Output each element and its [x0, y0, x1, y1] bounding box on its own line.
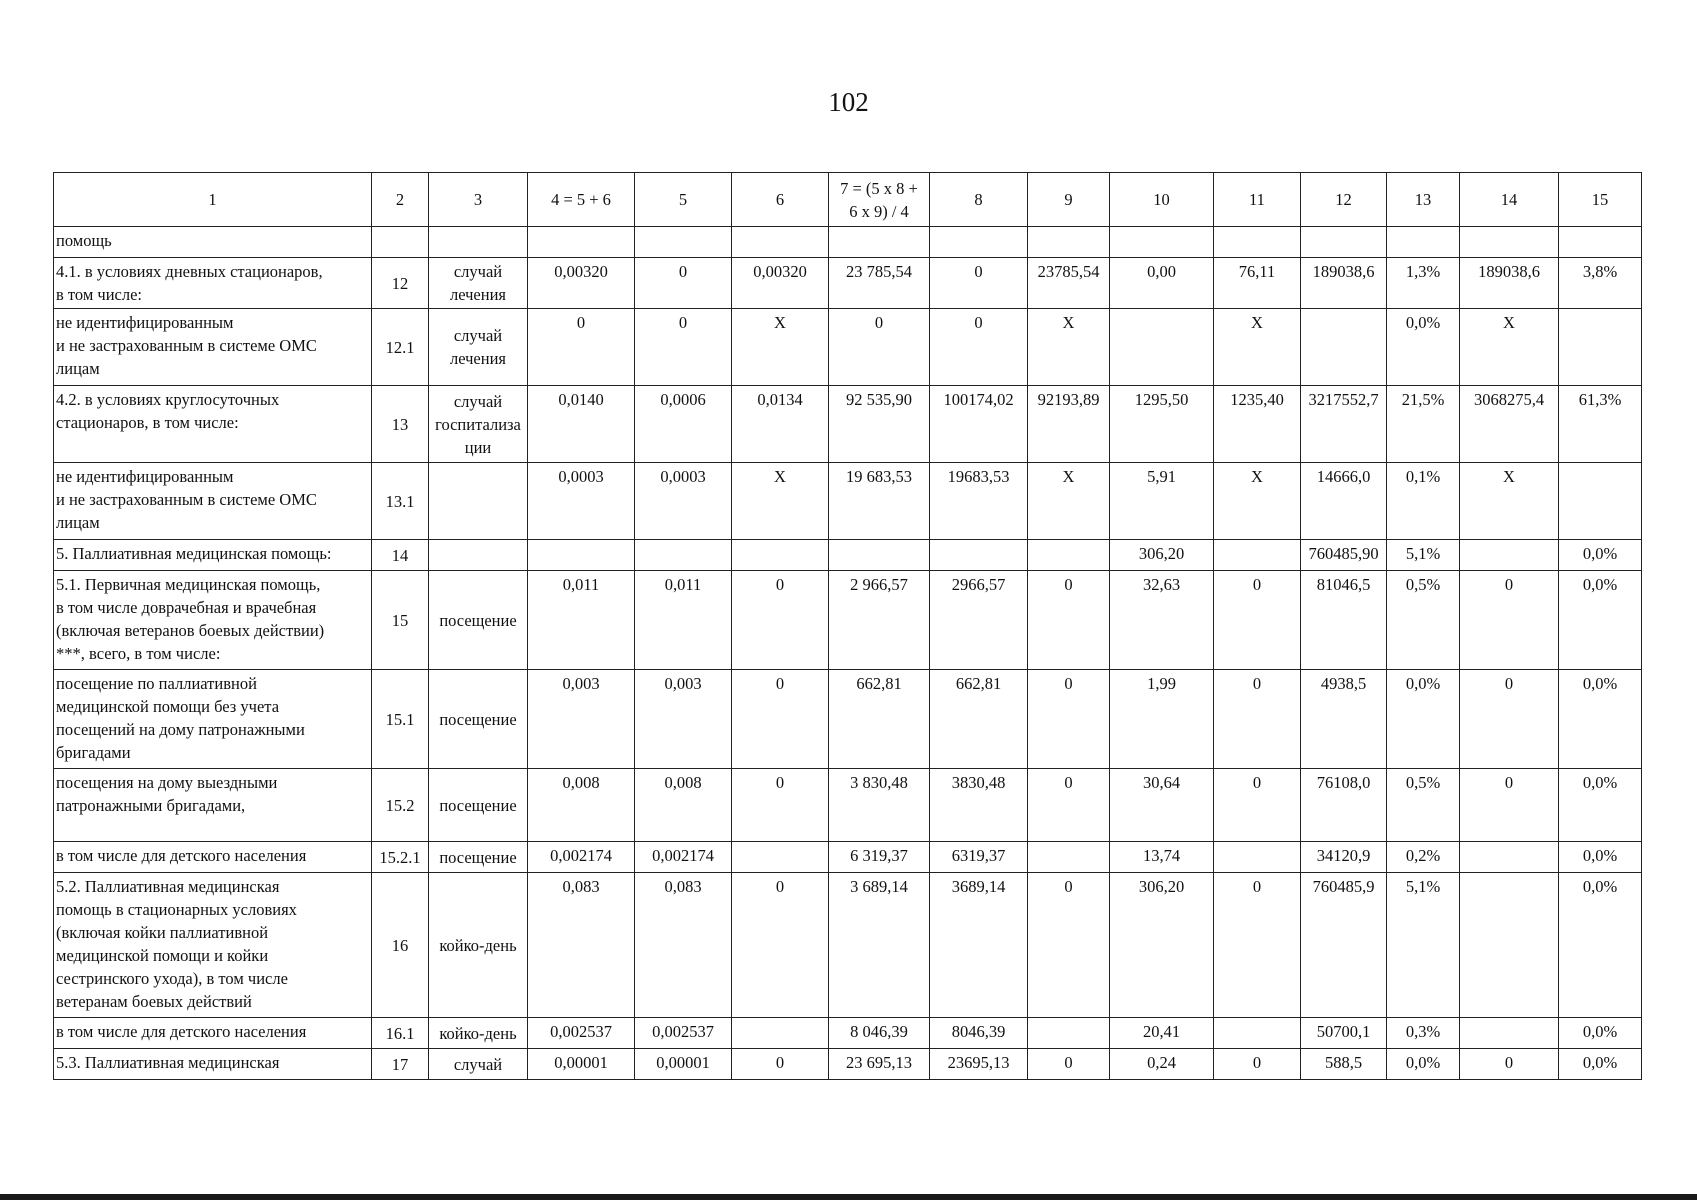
- value-cell-12: 34120,9: [1301, 842, 1387, 873]
- value-cell-7: 3 689,14: [829, 873, 930, 1018]
- value-cell-6: 0: [732, 670, 829, 769]
- row-name-cell: 5. Паллиативная медицинская помощь:: [54, 540, 372, 571]
- value-cell-6: 0,00320: [732, 258, 829, 309]
- value-cell-5: 0,0006: [635, 386, 732, 463]
- value-cell-6: 0: [732, 873, 829, 1018]
- value-cell-13: 0,0%: [1387, 309, 1460, 386]
- value-cell-15: 0,0%: [1559, 670, 1642, 769]
- unit-cell: посещение: [429, 842, 528, 873]
- value-cell-6: [732, 1018, 829, 1049]
- value-cell-11: [1214, 227, 1301, 258]
- value-cell-7: 3 830,48: [829, 769, 930, 842]
- column-header: 15: [1559, 173, 1642, 227]
- value-cell-7: 2 966,57: [829, 571, 930, 670]
- row-name-cell: 4.2. в условиях круглосуточных стационаров, в том числе:: [54, 386, 372, 463]
- value-cell-11: 1235,40: [1214, 386, 1301, 463]
- value-cell-4: [528, 227, 635, 258]
- value-cell-13: 0,0%: [1387, 670, 1460, 769]
- value-cell-4: [528, 540, 635, 571]
- row-name-cell: посещения на дому выездными патронажными бригадами,: [54, 769, 372, 842]
- value-cell-14: [1460, 227, 1559, 258]
- column-header: 4 = 5 + 6: [528, 173, 635, 227]
- value-cell-12: [1301, 309, 1387, 386]
- value-cell-14: 0: [1460, 670, 1559, 769]
- value-cell-5: 0: [635, 309, 732, 386]
- value-cell-15: 0,0%: [1559, 842, 1642, 873]
- value-cell-12: 760485,9: [1301, 873, 1387, 1018]
- value-cell-5: 0,083: [635, 873, 732, 1018]
- value-cell-11: X: [1214, 463, 1301, 540]
- value-cell-11: 0: [1214, 873, 1301, 1018]
- value-cell-4: 0,003: [528, 670, 635, 769]
- value-cell-5: 0,008: [635, 769, 732, 842]
- value-cell-7: 6 319,37: [829, 842, 930, 873]
- column-header: 5: [635, 173, 732, 227]
- table-row: [54, 386, 1642, 463]
- table-row: [54, 873, 1642, 1018]
- value-cell-10: 306,20: [1110, 540, 1214, 571]
- value-cell-15: 0,0%: [1559, 540, 1642, 571]
- value-cell-13: 5,1%: [1387, 540, 1460, 571]
- column-header: 14: [1460, 173, 1559, 227]
- value-cell-5: 0,011: [635, 571, 732, 670]
- row-number-cell: 13.1: [372, 463, 429, 540]
- value-cell-12: 50700,1: [1301, 1018, 1387, 1049]
- row-name-cell: 5.1. Первичная медицинская помощь, в том числе доврачебная и врачебная (включая ветеранов боевых действии) ***, всего, в том числе:: [54, 571, 372, 670]
- value-cell-9: 0: [1028, 769, 1110, 842]
- value-cell-6: 0,0134: [732, 386, 829, 463]
- value-cell-13: 0,5%: [1387, 769, 1460, 842]
- row-name-cell: не идентифицированным и не застрахованным в системе ОМС лицам: [54, 309, 372, 386]
- value-cell-12: 81046,5: [1301, 571, 1387, 670]
- value-cell-10: 30,64: [1110, 769, 1214, 842]
- row-number-cell: 12.1: [372, 309, 429, 386]
- table-body: [54, 173, 1642, 1080]
- value-cell-12: 3217552,7: [1301, 386, 1387, 463]
- column-header: 2: [372, 173, 429, 227]
- value-cell-13: 0,0%: [1387, 1049, 1460, 1080]
- row-number-cell: 13: [372, 386, 429, 463]
- value-cell-6: [732, 540, 829, 571]
- value-cell-9: 0: [1028, 873, 1110, 1018]
- unit-cell: случай: [429, 1049, 528, 1080]
- value-cell-15: 0,0%: [1559, 571, 1642, 670]
- value-cell-9: X: [1028, 309, 1110, 386]
- value-cell-5: 0,003: [635, 670, 732, 769]
- value-cell-7: 19 683,53: [829, 463, 930, 540]
- row-number-cell: 17: [372, 1049, 429, 1080]
- value-cell-4: 0,0140: [528, 386, 635, 463]
- value-cell-6: X: [732, 309, 829, 386]
- value-cell-14: [1460, 1018, 1559, 1049]
- value-cell-13: [1387, 227, 1460, 258]
- column-header: 10: [1110, 173, 1214, 227]
- row-name-cell: не идентифицированным и не застрахованным в системе ОМС лицам: [54, 463, 372, 540]
- column-header: 6: [732, 173, 829, 227]
- value-cell-8: 0: [930, 309, 1028, 386]
- value-cell-15: 0,0%: [1559, 1049, 1642, 1080]
- value-cell-5: [635, 227, 732, 258]
- value-cell-7: 662,81: [829, 670, 930, 769]
- value-cell-14: 0: [1460, 769, 1559, 842]
- value-cell-6: 0: [732, 769, 829, 842]
- table-row: [54, 1049, 1642, 1080]
- value-cell-11: [1214, 1018, 1301, 1049]
- value-cell-11: 76,11: [1214, 258, 1301, 309]
- value-cell-6: X: [732, 463, 829, 540]
- value-cell-11: 0: [1214, 1049, 1301, 1080]
- scan-bottom-edge: [0, 1194, 1697, 1200]
- row-number-cell: 14: [372, 540, 429, 571]
- value-cell-9: 0: [1028, 1049, 1110, 1080]
- column-header: 8: [930, 173, 1028, 227]
- value-cell-6: 0: [732, 1049, 829, 1080]
- value-cell-12: 14666,0: [1301, 463, 1387, 540]
- unit-cell: случай лечения: [429, 309, 528, 386]
- column-number-row: [54, 173, 1642, 227]
- value-cell-5: 0,0003: [635, 463, 732, 540]
- unit-cell: койко-день: [429, 1018, 528, 1049]
- value-cell-12: [1301, 227, 1387, 258]
- value-cell-9: [1028, 1018, 1110, 1049]
- table-row: [54, 227, 1642, 258]
- table-row: [54, 769, 1642, 842]
- value-cell-4: 0,00001: [528, 1049, 635, 1080]
- value-cell-8: 19683,53: [930, 463, 1028, 540]
- value-cell-6: [732, 842, 829, 873]
- table-row: [54, 540, 1642, 571]
- value-cell-8: 3689,14: [930, 873, 1028, 1018]
- page-number: 102: [828, 87, 869, 117]
- value-cell-7: 8 046,39: [829, 1018, 930, 1049]
- value-cell-12: 4938,5: [1301, 670, 1387, 769]
- value-cell-13: 0,2%: [1387, 842, 1460, 873]
- value-cell-4: 0,083: [528, 873, 635, 1018]
- value-cell-13: 1,3%: [1387, 258, 1460, 309]
- row-number-cell: 12: [372, 258, 429, 309]
- value-cell-8: 3830,48: [930, 769, 1028, 842]
- financing-table: [53, 172, 1642, 1080]
- value-cell-4: 0,00320: [528, 258, 635, 309]
- row-name-cell: 4.1. в условиях дневных стационаров, в том числе:: [54, 258, 372, 309]
- value-cell-14: [1460, 540, 1559, 571]
- table-row: [54, 463, 1642, 540]
- value-cell-15: 0,0%: [1559, 1018, 1642, 1049]
- value-cell-4: 0: [528, 309, 635, 386]
- value-cell-10: 306,20: [1110, 873, 1214, 1018]
- value-cell-8: 100174,02: [930, 386, 1028, 463]
- row-name-cell: помощь: [54, 227, 372, 258]
- value-cell-7: 23 695,13: [829, 1049, 930, 1080]
- value-cell-5: 0,002537: [635, 1018, 732, 1049]
- value-cell-14: X: [1460, 309, 1559, 386]
- value-cell-15: [1559, 227, 1642, 258]
- value-cell-8: 23695,13: [930, 1049, 1028, 1080]
- unit-cell: посещение: [429, 571, 528, 670]
- value-cell-7: [829, 227, 930, 258]
- value-cell-15: [1559, 309, 1642, 386]
- value-cell-10: 20,41: [1110, 1018, 1214, 1049]
- value-cell-4: 0,002537: [528, 1018, 635, 1049]
- value-cell-9: [1028, 842, 1110, 873]
- value-cell-13: 0,5%: [1387, 571, 1460, 670]
- table-row: [54, 571, 1642, 670]
- value-cell-11: [1214, 842, 1301, 873]
- value-cell-8: 8046,39: [930, 1018, 1028, 1049]
- value-cell-12: 189038,6: [1301, 258, 1387, 309]
- value-cell-11: 0: [1214, 769, 1301, 842]
- value-cell-10: 32,63: [1110, 571, 1214, 670]
- table-row: [54, 309, 1642, 386]
- value-cell-14: X: [1460, 463, 1559, 540]
- unit-cell: койко-день: [429, 873, 528, 1018]
- value-cell-15: 61,3%: [1559, 386, 1642, 463]
- unit-cell: [429, 463, 528, 540]
- value-cell-14: 3068275,4: [1460, 386, 1559, 463]
- value-cell-14: 189038,6: [1460, 258, 1559, 309]
- row-number-cell: 15.2.1: [372, 842, 429, 873]
- value-cell-4: 0,011: [528, 571, 635, 670]
- value-cell-9: 0: [1028, 670, 1110, 769]
- value-cell-11: X: [1214, 309, 1301, 386]
- unit-cell: посещение: [429, 670, 528, 769]
- table-row: [54, 670, 1642, 769]
- value-cell-10: 0,00: [1110, 258, 1214, 309]
- row-number-cell: 15: [372, 571, 429, 670]
- table-row: [54, 1018, 1642, 1049]
- value-cell-11: 0: [1214, 571, 1301, 670]
- row-name-cell: в том числе для детского населения: [54, 842, 372, 873]
- value-cell-12: 76108,0: [1301, 769, 1387, 842]
- column-header: 7 = (5 x 8 + 6 x 9) / 4: [829, 173, 930, 227]
- value-cell-14: 0: [1460, 1049, 1559, 1080]
- value-cell-9: [1028, 540, 1110, 571]
- unit-cell: случай госпитализа ции: [429, 386, 528, 463]
- value-cell-6: [732, 227, 829, 258]
- value-cell-13: 0,1%: [1387, 463, 1460, 540]
- column-header: 13: [1387, 173, 1460, 227]
- value-cell-10: [1110, 309, 1214, 386]
- value-cell-5: 0: [635, 258, 732, 309]
- value-cell-8: 0: [930, 258, 1028, 309]
- value-cell-12: 588,5: [1301, 1049, 1387, 1080]
- value-cell-15: 0,0%: [1559, 873, 1642, 1018]
- value-cell-13: 0,3%: [1387, 1018, 1460, 1049]
- column-header: 3: [429, 173, 528, 227]
- value-cell-9: 92193,89: [1028, 386, 1110, 463]
- value-cell-4: 0,0003: [528, 463, 635, 540]
- value-cell-9: 0: [1028, 571, 1110, 670]
- value-cell-8: 2966,57: [930, 571, 1028, 670]
- value-cell-7: 0: [829, 309, 930, 386]
- value-cell-11: [1214, 540, 1301, 571]
- row-name-cell: посещение по паллиативной медицинской помощи без учета посещений на дому патронажными бригадами: [54, 670, 372, 769]
- row-number-cell: [372, 227, 429, 258]
- column-header: 12: [1301, 173, 1387, 227]
- value-cell-7: [829, 540, 930, 571]
- column-header: 1: [54, 173, 372, 227]
- value-cell-9: X: [1028, 463, 1110, 540]
- table-row: [54, 842, 1642, 873]
- row-number-cell: 15.1: [372, 670, 429, 769]
- row-number-cell: 15.2: [372, 769, 429, 842]
- unit-cell: [429, 540, 528, 571]
- value-cell-4: 0,008: [528, 769, 635, 842]
- unit-cell: посещение: [429, 769, 528, 842]
- value-cell-8: 6319,37: [930, 842, 1028, 873]
- column-header: 9: [1028, 173, 1110, 227]
- value-cell-14: [1460, 873, 1559, 1018]
- value-cell-14: 0: [1460, 571, 1559, 670]
- column-header: 11: [1214, 173, 1301, 227]
- table-row: [54, 258, 1642, 309]
- value-cell-5: 0,002174: [635, 842, 732, 873]
- value-cell-5: 0,00001: [635, 1049, 732, 1080]
- value-cell-14: [1460, 842, 1559, 873]
- row-name-cell: 5.3. Паллиативная медицинская: [54, 1049, 372, 1080]
- value-cell-10: 13,74: [1110, 842, 1214, 873]
- value-cell-10: 1295,50: [1110, 386, 1214, 463]
- row-name-cell: в том числе для детского населения: [54, 1018, 372, 1049]
- value-cell-8: [930, 227, 1028, 258]
- value-cell-10: 5,91: [1110, 463, 1214, 540]
- row-number-cell: 16.1: [372, 1018, 429, 1049]
- value-cell-10: 0,24: [1110, 1049, 1214, 1080]
- value-cell-10: 1,99: [1110, 670, 1214, 769]
- value-cell-13: 21,5%: [1387, 386, 1460, 463]
- value-cell-15: 0,0%: [1559, 769, 1642, 842]
- value-cell-7: 23 785,54: [829, 258, 930, 309]
- value-cell-10: [1110, 227, 1214, 258]
- row-number-cell: 16: [372, 873, 429, 1018]
- value-cell-8: [930, 540, 1028, 571]
- value-cell-15: [1559, 463, 1642, 540]
- value-cell-9: 23785,54: [1028, 258, 1110, 309]
- value-cell-4: 0,002174: [528, 842, 635, 873]
- unit-cell: случай лечения: [429, 258, 528, 309]
- row-name-cell: 5.2. Паллиативная медицинская помощь в стационарных условиях (включая койки паллиативной медицинской помощи и койки сестринского ухода), в том числе ветеранам боевых действий: [54, 873, 372, 1018]
- value-cell-11: 0: [1214, 670, 1301, 769]
- value-cell-8: 662,81: [930, 670, 1028, 769]
- value-cell-5: [635, 540, 732, 571]
- value-cell-12: 760485,90: [1301, 540, 1387, 571]
- value-cell-6: 0: [732, 571, 829, 670]
- value-cell-7: 92 535,90: [829, 386, 930, 463]
- value-cell-13: 5,1%: [1387, 873, 1460, 1018]
- unit-cell: [429, 227, 528, 258]
- value-cell-9: [1028, 227, 1110, 258]
- value-cell-15: 3,8%: [1559, 258, 1642, 309]
